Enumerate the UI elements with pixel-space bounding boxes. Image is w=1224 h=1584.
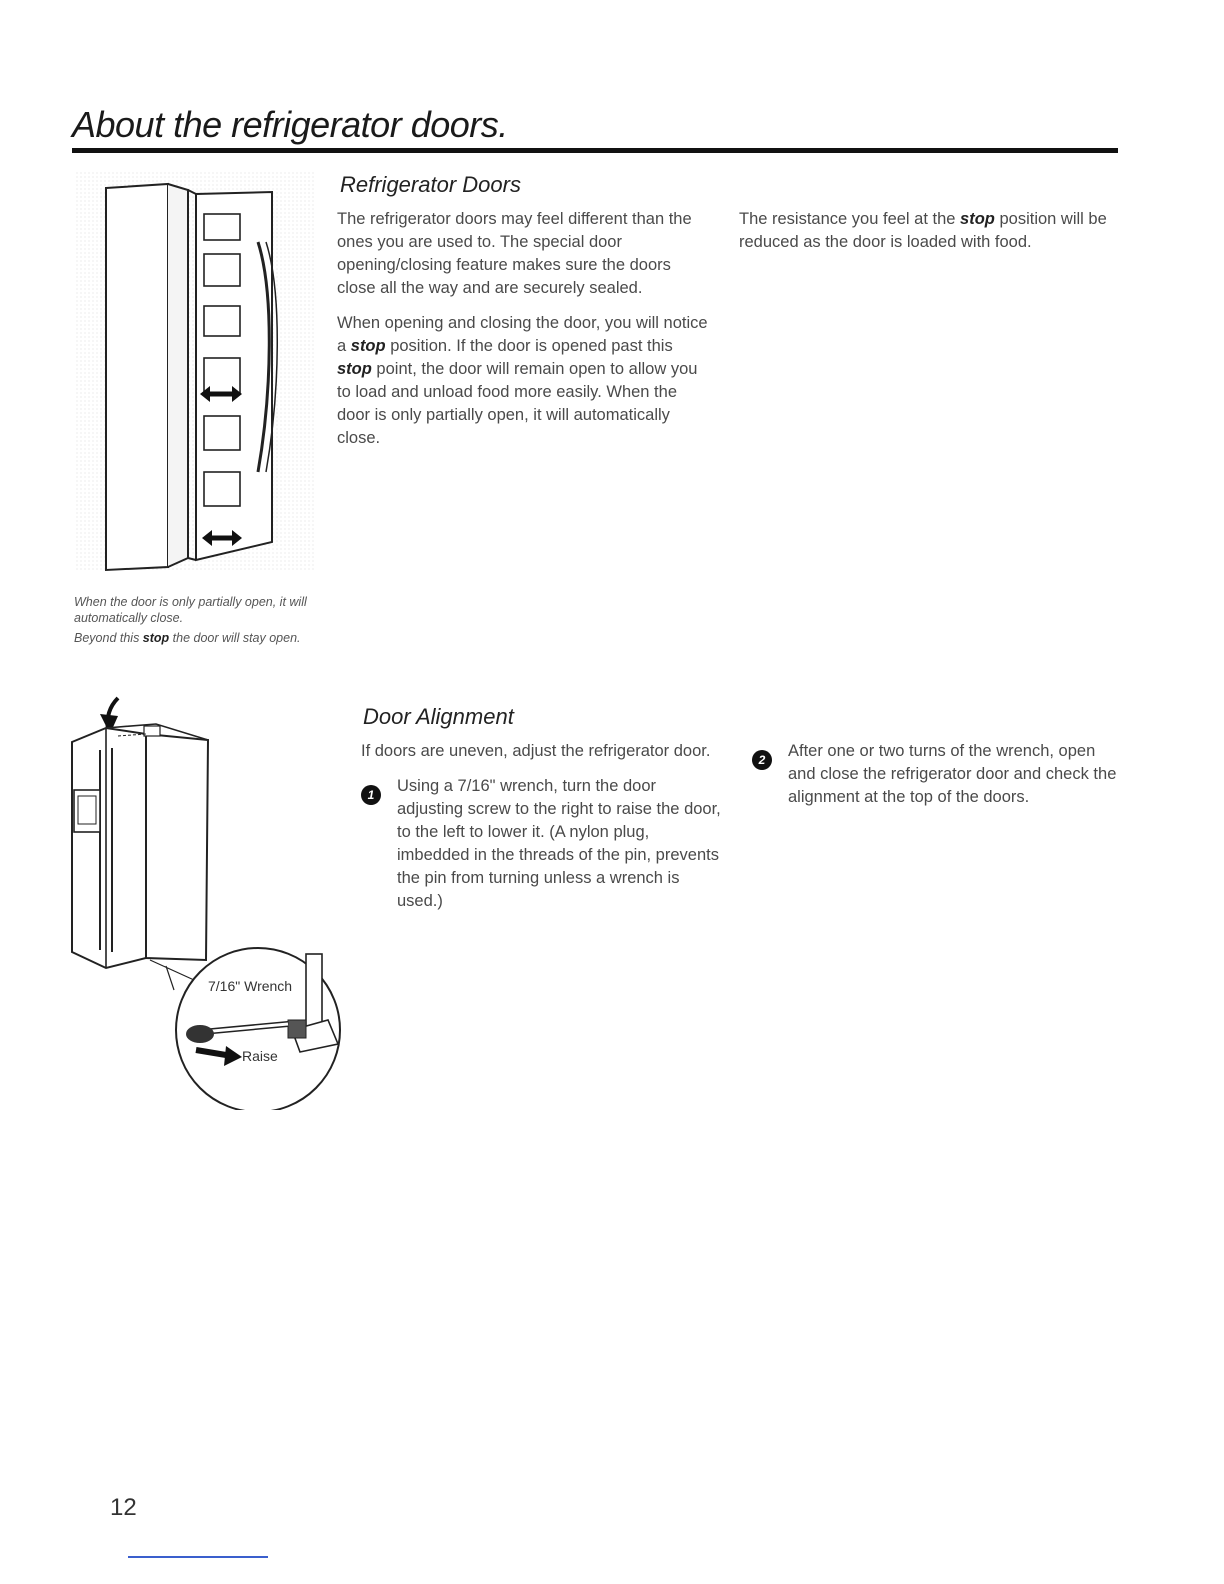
step-1-number: 1 [361, 785, 381, 805]
door-open-illustration [76, 172, 314, 580]
step-1-text: Using a 7/16" wrench, turn the door adjusting screw to the right to raise the door, to the left to lower it. (A nylon plug, imbedded in the threads of the pin, prevents the pin from turning unless a wrench is used.) [397, 777, 721, 910]
step-1 [361, 775, 721, 925]
bottom-link-underline[interactable] [128, 1556, 268, 1558]
step-2-text: After one or two turns of the wrench, open and close the refrigerator door and check the alignment at the top of the doors. [788, 742, 1117, 806]
refrigerator-doors-para3: The resistance you feel at the stop position will be reduced as the door is loaded with food. [739, 210, 1107, 251]
page-number: 12 [110, 1494, 137, 1521]
refrigerator-doors-heading: Refrigerator Doors [340, 172, 521, 197]
door-alignment-illustration [66, 690, 346, 1110]
wrench-label: 7/16" Wrench [208, 978, 293, 994]
step-2 [752, 740, 1122, 821]
title-rule [72, 148, 1118, 153]
door-alignment-intro: If doors are uneven, adjust the refrigerator door. [361, 742, 711, 760]
refrigerator-doors-para1: The refrigerator doors may feel different than the ones you are used to. The special door opening/closing feature makes sure the doors close all the way and are securely sealed. [337, 210, 692, 297]
door-caption-partial: When the door is only partially open, it will automatically close. [74, 595, 307, 625]
door-alignment-heading: Door Alignment [363, 704, 514, 729]
page-title: About the refrigerator doors. [72, 104, 508, 145]
raise-label: Raise [242, 1048, 278, 1064]
door-caption-stop: Beyond this stop the door will stay open. [74, 631, 301, 645]
refrigerator-doors-para2: When opening and closing the door, you will notice a stop position. If the door is opened past this stop point, the door will remain open to allow you to load and unload food more easily. When the door is only partially open, it will automatically close. [337, 314, 708, 447]
step-2-number: 2 [752, 750, 772, 770]
